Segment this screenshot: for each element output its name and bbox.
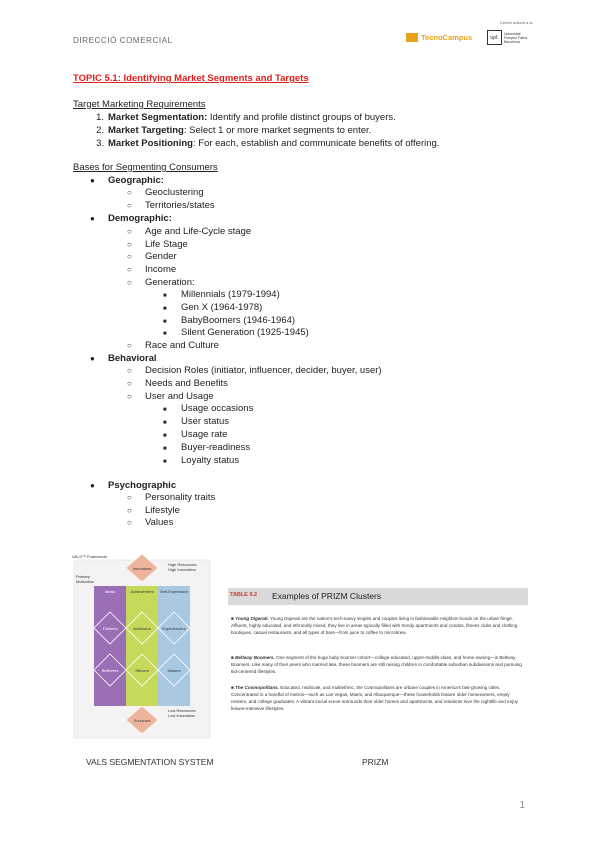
- prizm-item: ■ Young Digerati. Young Digerati are the nation's tech-savvy singles and couples living in fashionable neighbor-hoods on the urban fringe. Affluent, highly educated, and ethnically mixed, they live in areas typically filled with trendy apartments and condos, fitness clubs and clothing boutiques, casual restaurants, and all types of bars—from juice to coffee to microbrew.: [231, 616, 518, 635]
- vals-caption: VALS SEGMENTATION SYSTEM: [86, 757, 214, 767]
- ideals-column: [94, 586, 126, 706]
- usage-item: User status: [181, 416, 230, 427]
- square-bullet: ■: [163, 293, 167, 299]
- topic-title: TOPIC 5.1: Identifying Market Segments and Targets: [73, 73, 309, 84]
- self-expression-column: [158, 586, 190, 706]
- sub-bullet: ○: [127, 392, 132, 401]
- geographic-label: Geographic:: [108, 175, 164, 186]
- prizm-item: ■ Beltway Boomers. One segment of the huge baby boomer cohort—college-educated, upper-middle-class, and home-owning—is Beltway Boomers. Like many of their peers who married late, these boomers are still raising children in comfortable suburban subdivisions and pursuing kid-centered lifestyles.: [231, 655, 522, 674]
- bullet-psychographic: ●: [90, 481, 95, 490]
- vals-framework-label: VALS™ Framework: [72, 554, 108, 559]
- sub-bullet: ○: [127, 278, 132, 287]
- behav-item: User and Usage: [145, 391, 214, 402]
- page-number: 1: [519, 800, 525, 811]
- sub-bullet: ○: [127, 379, 132, 388]
- usage-item: Usage occasions: [181, 403, 254, 414]
- logo2-caption: Centre adscrit a la: [500, 20, 533, 25]
- sub-bullet: ○: [127, 227, 132, 236]
- behav-item: Needs and Benefits: [145, 378, 228, 389]
- sub-bullet: ○: [127, 252, 132, 261]
- requirements-heading: Target Marketing Requirements: [73, 99, 206, 110]
- thinkers-label: Thinkers: [102, 626, 118, 631]
- prizm-table-title: Examples of PRIZM Clusters: [272, 591, 382, 601]
- prizm-table: [228, 580, 528, 730]
- square-bullet: ■: [163, 446, 167, 452]
- generation-item: Silent Generation (1925-1945): [181, 327, 309, 338]
- demo-item: Age and Life-Cycle stage: [145, 226, 252, 237]
- demo-item: Gender: [145, 251, 177, 262]
- usage-item: Usage rate: [181, 429, 228, 440]
- sub-bullet: ○: [127, 265, 132, 274]
- running-header: DIRECCIÓ COMERCIAL: [73, 36, 173, 45]
- upf-logo: [487, 30, 527, 45]
- ideals-label: Ideals: [104, 589, 116, 594]
- sub-bullet: ○: [127, 240, 132, 249]
- demo-item: Generation:: [145, 277, 195, 288]
- believers-label: Believers: [101, 668, 119, 673]
- behavioral-label: Behavioral: [108, 353, 157, 364]
- square-bullet: ■: [163, 319, 167, 325]
- innovators-label: Innovators: [132, 566, 152, 571]
- demographic-label: Demographic:: [108, 213, 172, 224]
- square-bullet: ■: [163, 433, 167, 439]
- primary-label: Primary: [76, 574, 90, 579]
- logo-square-icon: [406, 33, 418, 42]
- logo1-text: TecnoCampus: [421, 33, 473, 42]
- survivors-label: Survivors: [133, 718, 151, 723]
- achievement-label: Achievement: [130, 589, 154, 594]
- psy-item: Values: [145, 517, 174, 528]
- bullet-geographic: ●: [90, 176, 95, 185]
- square-bullet: ■: [163, 306, 167, 312]
- high-innovation-label: High Innovation: [168, 567, 196, 572]
- psychographic-label: Psychographic: [108, 480, 177, 491]
- self-expression-label: Self-Expression: [159, 589, 189, 594]
- demo-item: Income: [145, 264, 177, 275]
- makers-label: Makers: [167, 668, 181, 673]
- demo-item: Race and Culture: [145, 340, 219, 351]
- square-bullet: ■: [163, 420, 167, 426]
- behav-item: Decision Roles (initiator, influencer, decider, buyer, user): [145, 365, 382, 376]
- geo-item: Territories/states: [145, 200, 215, 211]
- prizm-table-label: TABLE 9.2: [230, 592, 258, 598]
- prizm-caption: PRIZM: [362, 757, 389, 767]
- sub-bullet: ○: [127, 188, 132, 197]
- sub-bullet: ○: [127, 506, 132, 515]
- square-bullet: ■: [163, 459, 167, 465]
- tecnocampus-logo: [406, 33, 472, 42]
- sub-bullet: ○: [127, 493, 132, 502]
- prizm-item: ■ The Cosmopolitans. Educated, midscale, and multiethnic, the Cosmopolitans are urbane couples in America's fast-growing cities. Concentrated in a handful of metros—such as Las Vegas, Miami, and Albuquerque—these households feature older homeowners, empty nesters, and college graduates. A vibrant social scene surrounds their older homes and apartments, and residents love the nightlife and enjoy leisure-intensive lifestyles.: [231, 685, 519, 711]
- upf-box: upf.: [487, 30, 502, 45]
- experiencers-label: Experiencers: [162, 626, 186, 631]
- bullet-behavioral: ●: [90, 354, 95, 363]
- sub-bullet: ○: [127, 518, 132, 527]
- requirement-item: 3. Market Positioning: For each, establish and communicate benefits of offering.: [96, 138, 440, 149]
- upf-line: Pompeu Fabra: [504, 35, 528, 40]
- vals-diagram: [72, 550, 212, 740]
- sub-bullet: ○: [127, 341, 132, 350]
- generation-item: BabyBoomers (1946-1964): [181, 315, 296, 326]
- generation-item: Gen X (1964-1978): [181, 302, 263, 313]
- strivers-label: Strivers: [135, 668, 149, 673]
- square-bullet: ■: [163, 331, 167, 337]
- psy-item: Personality traits: [145, 492, 216, 503]
- requirement-item: 2. Market Targeting: Select 1 or more market segments to enter.: [96, 125, 372, 136]
- generation-item: Millennials (1979-1994): [181, 289, 280, 300]
- psy-item: Lifestyle: [145, 505, 180, 516]
- upf-line: Barcelona: [504, 39, 520, 44]
- geo-item: Geoclustering: [145, 187, 204, 198]
- motivation-label: Motivation: [76, 579, 95, 584]
- usage-item: Loyalty status: [181, 455, 240, 466]
- low-innovation-label: Low Innovation: [168, 713, 195, 718]
- sub-bullet: ○: [127, 201, 132, 210]
- achievers-label: Achievers: [133, 626, 151, 631]
- usage-item: Buyer-readiness: [181, 442, 251, 453]
- upf-line: Universitat: [504, 31, 521, 36]
- demo-item: Life Stage: [145, 239, 188, 250]
- high-resources-label: High Resources: [168, 562, 197, 567]
- achievement-column: [126, 586, 158, 706]
- low-resources-label: Low Resources: [168, 708, 196, 713]
- square-bullet: ■: [163, 407, 167, 413]
- bullet-demographic: ●: [90, 214, 95, 223]
- bases-heading: Bases for Segmenting Consumers: [73, 162, 218, 173]
- requirement-item: 1. Market Segmentation: Identify and profile distinct groups of buyers.: [96, 112, 396, 123]
- sub-bullet: ○: [127, 366, 132, 375]
